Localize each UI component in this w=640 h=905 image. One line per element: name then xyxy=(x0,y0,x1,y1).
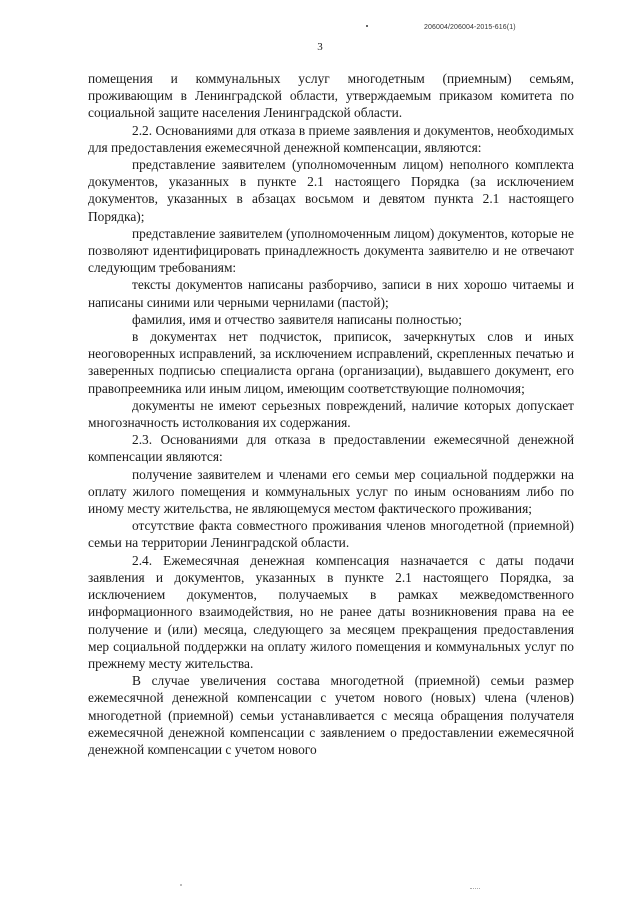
paragraph: получение заявителем и членами его семьи мер социальной поддержки на оплату жилого помещения и коммунальных услуг по иным основаниям либо по иному месту жительства, не являющемуся местом фактического проживания; xyxy=(88,466,574,517)
paragraph: 2.3. Основаниями для отказа в предоставлении ежемесячной денежной компенсации являются: xyxy=(88,432,574,465)
scan-speck xyxy=(366,25,368,27)
paragraph: документы не имеют серьезных повреждений, наличие которых допускает многозначность истолкования их содержания. xyxy=(88,397,574,431)
paragraph: представление заявителем (уполномоченным лицом) документов, которые не позволяют идентифицировать принадлежность документа заявителю и не отвечают следующим требованиям: xyxy=(88,225,574,276)
paragraph: тексты документов написаны разборчиво, записи в них хорошо читаемы и написаны синими или черными чернилами (пастой); xyxy=(88,277,574,310)
scan-speck xyxy=(180,884,182,886)
paragraph: помещения и коммунальных услуг многодетным (приемным) семьям, проживающим в Ленинградской области, утверждаемым приказом комитета по социальной защите населения Ленинградской области. xyxy=(88,71,574,121)
document-body xyxy=(88,70,574,758)
paragraph: 2.2. Основаниями для отказа в приеме заявления и документов, необходимых для предоставления ежемесячной денежной компенсации, являются: xyxy=(88,122,574,155)
scan-speck xyxy=(470,888,480,891)
page-number: 3 xyxy=(317,41,323,53)
document-id: 206004/206004-2015-616(1) xyxy=(424,24,516,31)
paragraph: фамилия, имя и отчество заявителя написаны полностью; xyxy=(132,311,462,327)
paragraph: В случае увеличения состава многодетной (приемной) семьи размер ежемесячной денежной компенсации с учетом нового (новых) члена (членов) многодетной (приемной) семьи устанавливается с месяца обращения получателя ежемесячной денежной компенсации с заявлением о предоставлении ежемесячной денежной компенсации с учетом нового xyxy=(88,673,574,757)
paragraph: отсутствие факта совместного проживания членов многодетной (приемной) семьи на территории Ленинградской области. xyxy=(88,518,574,551)
paragraph: в документах нет подчисток, приписок, зачеркнутых слов и иных неоговоренных исправлений, за исключением исправлений, скрепленных печатью и заверенных подписью специалиста органа (организации), выдавшего документ, его правопреемника или иным лицом, имеющим соответствующие полномочия; xyxy=(88,329,574,396)
paragraph: представление заявителем (уполномоченным лицом) неполного комплекта документов, указанных в пункте 2.1 настоящего Порядка (за исключением документов, указанных в абзацах восьмом и девятом пункта 2.1 настоящего Порядка); xyxy=(88,157,574,224)
paragraph: 2.4. Ежемесячная денежная компенсация назначается с даты подачи заявления и документов, указанных в пункте 2.1 настоящего Порядка, за исключением документов, получаемых в рамках межведомственного информационного взаимодействия, но не ранее даты возникновения права на ее получение и (или) месяца, следующего за месяцем прекращения предоставления мер социальной поддержки на оплату жилого помещения и коммунальных услуг по прежнему месту жительства. xyxy=(88,552,574,671)
